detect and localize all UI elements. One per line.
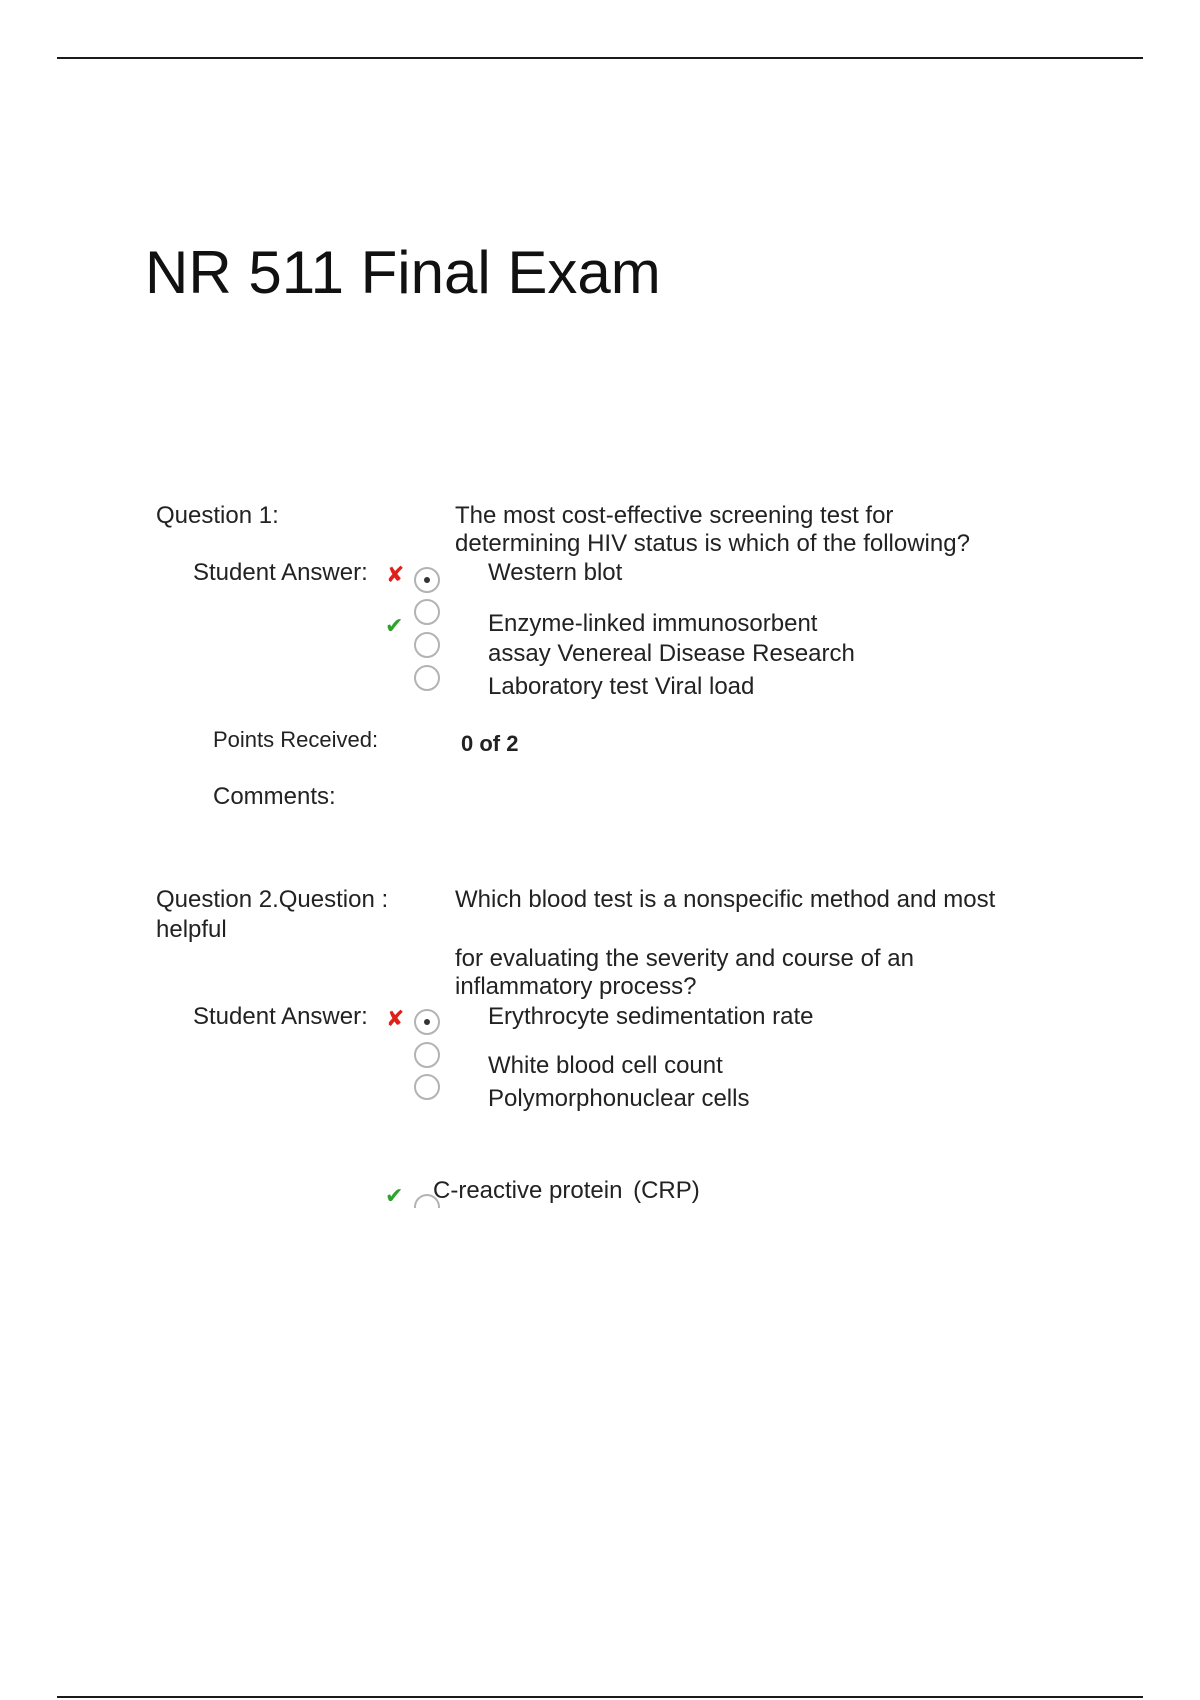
q1-option-1-radio[interactable] (414, 567, 440, 593)
q2-option-1-radio[interactable] (414, 1009, 440, 1035)
question-2-heading-cont: helpful (156, 916, 227, 943)
q1-option-4-label: Laboratory test Viral load (488, 673, 755, 700)
q2-option-4-text: C-reactive protein (433, 1177, 623, 1204)
question-1-text-line-1: The most cost-effective screening test for (455, 502, 894, 529)
q2-option-3-label: Polymorphonuclear cells (488, 1085, 750, 1112)
question-2-text-line-2: for evaluating the severity and course of an (455, 945, 914, 972)
q1-option-2-label: Enzyme-linked immunosorbent (488, 610, 818, 637)
question-2-heading: Question 2.Question : (156, 886, 389, 913)
q2-option-4-label (433, 1177, 700, 1205)
q2-option-2-radio[interactable] (414, 1042, 440, 1068)
q2-option-2-label: White blood cell count (488, 1052, 723, 1079)
q2-option-1-label: Erythrocyte sedimentation rate (488, 1003, 814, 1030)
question-1-text-line-2: determining HIV status is which of the following? (455, 530, 970, 557)
incorrect-x-icon: ✘ (386, 1006, 405, 1031)
comments-label: Comments: (213, 783, 336, 810)
points-received-value: 0 of 2 (461, 731, 519, 756)
bottom-rule (57, 1696, 1143, 1698)
points-received-label: Points Received: (213, 727, 379, 752)
q1-option-2-radio[interactable] (414, 599, 440, 625)
question-2-text-line-1: Which blood test is a nonspecific method and most (455, 886, 996, 913)
incorrect-x-icon: ✘ (386, 562, 405, 587)
q1-option-1-label: Western blot (488, 559, 623, 586)
page-title: NR 511 Final Exam (145, 239, 661, 306)
student-answer-label: Student Answer: (193, 1003, 368, 1030)
q1-option-3-radio[interactable] (414, 632, 440, 658)
student-answer-label: Student Answer: (193, 559, 368, 586)
correct-check-icon: ✔ (385, 1183, 404, 1208)
q2-option-4-suffix: (CRP) (633, 1177, 700, 1204)
q1-option-4-radio[interactable] (414, 665, 440, 691)
question-2-text-line-3: inflammatory process? (455, 973, 697, 1000)
q2-option-3-radio[interactable] (414, 1074, 440, 1100)
question-1-heading: Question 1: (156, 502, 279, 529)
q1-option-3-label: assay Venereal Disease Research (488, 640, 855, 667)
top-rule (57, 57, 1143, 59)
correct-check-icon: ✔ (385, 613, 404, 638)
